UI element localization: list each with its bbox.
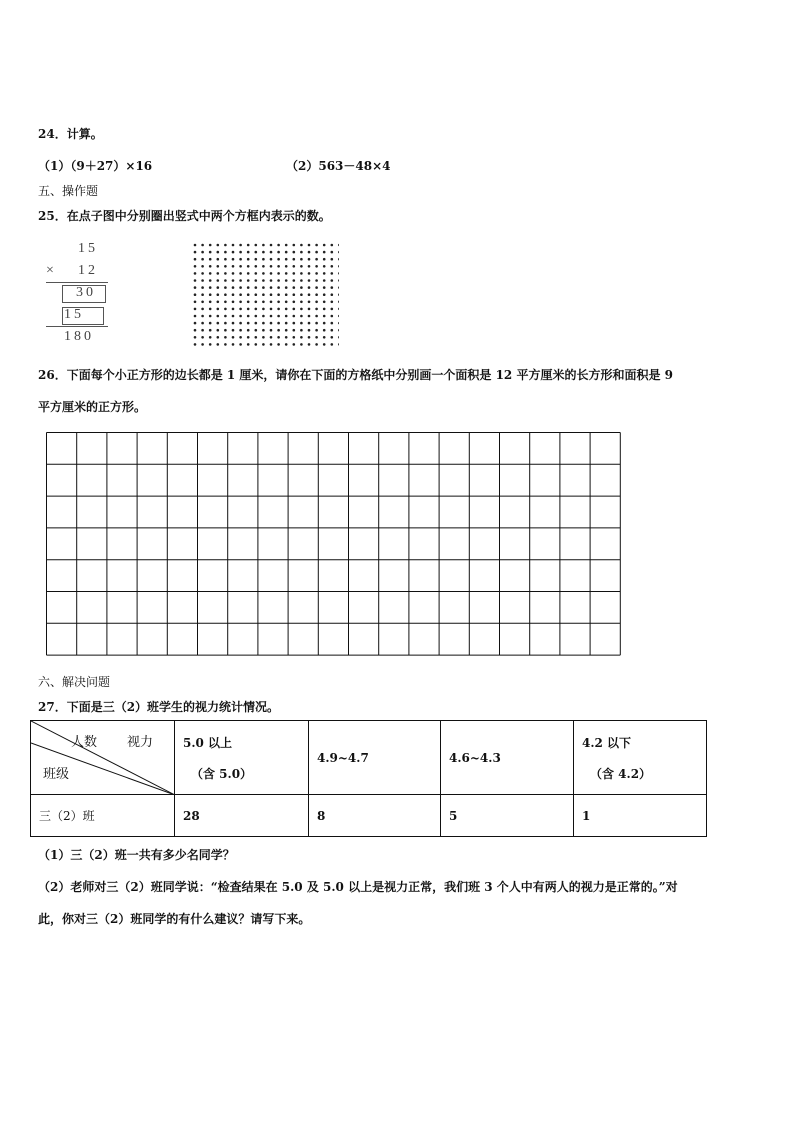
times-sign: ×	[46, 263, 57, 278]
q24-title: 24．计算。	[38, 127, 103, 141]
q27-sub-2-line-1: （2）老师对三（2）班同学说：“检查结果在 5.0 及 5.0 以上是视力正常，我们班 3 个人中有两人的视力是正常的。”对	[38, 880, 678, 894]
multiplicand: 15	[78, 241, 98, 256]
col-header-3: 4.6~4.3	[441, 721, 574, 795]
corner-label-class: 班级	[43, 767, 70, 782]
table-row	[31, 795, 707, 837]
vertical-multiplication	[40, 239, 112, 349]
partial-product-1: 30	[76, 285, 96, 300]
corner-header-cell	[31, 721, 175, 795]
q26-line-2: 平方厘米的正方形。	[38, 400, 147, 414]
table-header-row	[31, 721, 707, 795]
value-cell-4: 1	[574, 795, 707, 837]
q25-title: 25．在点子图中分别圈出竖式中两个方框内表示的数。	[38, 209, 331, 223]
q27-sub-1: （1）三（2）班一共有多少名同学？	[38, 848, 235, 862]
section-6-heading: 六、解决问题	[38, 675, 111, 689]
vision-stats-table	[30, 720, 707, 837]
value-cell-1: 28	[175, 795, 309, 837]
q24-item-2: （2）563－48×4	[286, 159, 391, 173]
dot-grid[interactable]	[193, 243, 339, 347]
col-header-1: 5.0 以上 （含 5.0）	[175, 721, 309, 795]
rule-line-2	[46, 326, 108, 327]
col-header-4: 4.2 以下 （含 4.2）	[574, 721, 707, 795]
row-label-class: 三（2）班	[31, 795, 175, 837]
col-header-2: 4.9~4.7	[309, 721, 441, 795]
q24-item-1: （1）（9＋27）×16	[38, 159, 153, 173]
section-5-heading: 五、操作题	[38, 184, 99, 198]
square-grid-paper[interactable]	[46, 432, 622, 656]
partial-product-2: 15	[64, 307, 84, 322]
q26-line-1: 26．下面每个小正方形的边长都是 1 厘米，请你在下面的方格纸中分别画一个面积是 12 平方厘米的长方形和面积是 9	[38, 368, 673, 382]
product: 180	[64, 329, 94, 344]
corner-label-count: 人数	[71, 735, 98, 750]
q27-title: 27．下面是三（2）班学生的视力统计情况。	[38, 700, 280, 714]
diagonal-lines	[31, 721, 175, 795]
value-cell-2: 8	[309, 795, 441, 837]
rule-line-1	[46, 282, 108, 283]
corner-label-vision: 视力	[127, 735, 154, 750]
q27-sub-2-line-2: 此，你对三（2）班同学的有什么建议？请写下来。	[38, 912, 311, 926]
multiplier: 12	[78, 263, 98, 278]
value-cell-3: 5	[441, 795, 574, 837]
